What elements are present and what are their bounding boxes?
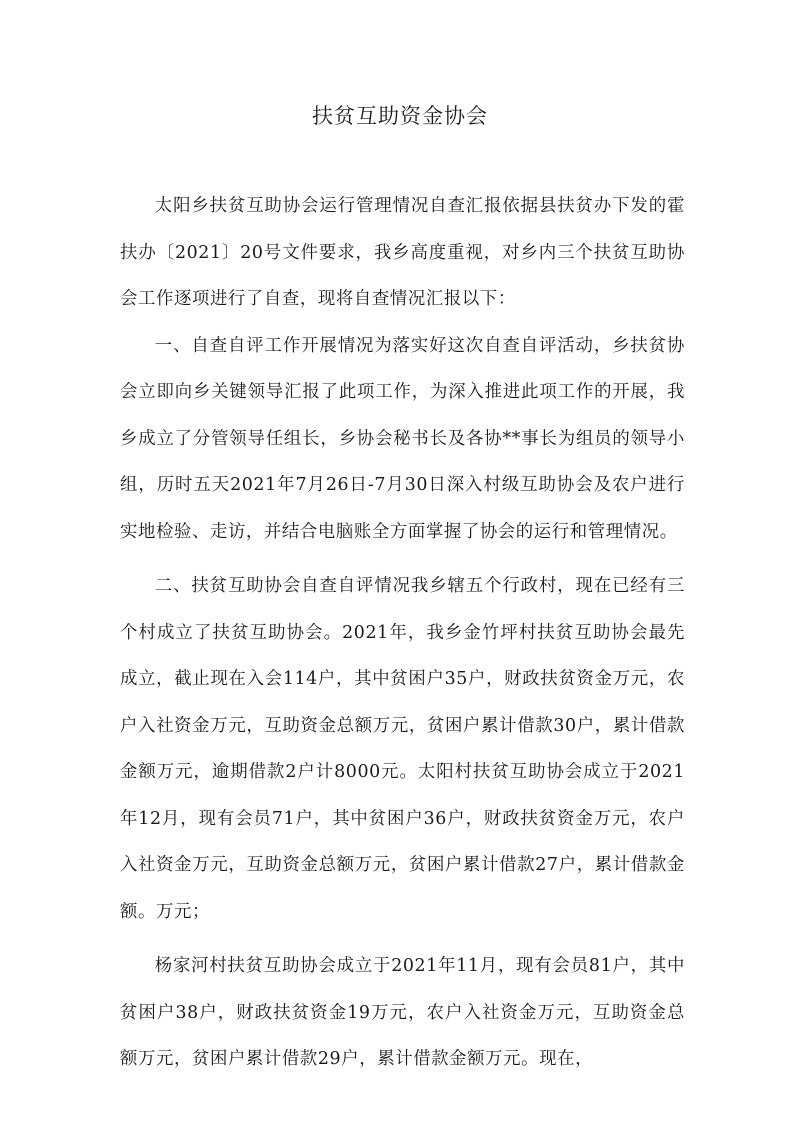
paragraph-section-one: 一、自查自评工作开展情况为落实好这次自查自评活动，乡扶贫协会立即向乡关键领导汇报了此项工作，为深入推进此项工作的开展，我乡成立了分管领导任组长，乡协会秘书长及各协**事长为组员的领导小组，历时五天2021年7月26日-7月30日深入村级互助协会及农户进行实地检验、走访，并结合电脑账全方面掌握了协会的运行和管理情况。 <box>120 335 685 542</box>
paragraph-intro: 太阳乡扶贫互助协会运行管理情况自查汇报依据县扶贫办下发的霍扶办〔2021〕20号文件要求，我乡高度重视，对乡内三个扶贫互助协会工作逐项进行了自查，现将自查情况汇报以下： <box>120 196 685 309</box>
paragraph-section-two: 二、扶贫互助协会自查自评情况我乡辖五个行政村，现在已经有三个村成立了扶贫互助协会。2021年，我乡金竹坪村扶贫互助协会最先成立，截止现在入会114户，其中贫困户35户，财政扶贫资金万元，农户入社资金万元，互助资金总额万元，贫困户累计借款30户，累计借款金额万元，逾期借款2户计8000元。太阳村扶贫互助协会成立于2021年12月，现有会员71户，其中贫困户36户，财政扶贫资金万元，农户入社资金万元，互助资金总额万元，贫困户累计借款27户，累计借款金额。万元； <box>120 576 685 922</box>
paragraph-yangjiahe: 杨家河村扶贫互助协会成立于2021年11月，现有会员81户，其中贫困户38户，财政扶贫资金19万元，农户入社资金万元，互助资金总额万元，贫困户累计借款29户，累计借款金额万元。现在， <box>120 956 685 1069</box>
document-body <box>120 183 685 1083</box>
document-title: 扶贫互助资金协会 <box>312 104 488 128</box>
